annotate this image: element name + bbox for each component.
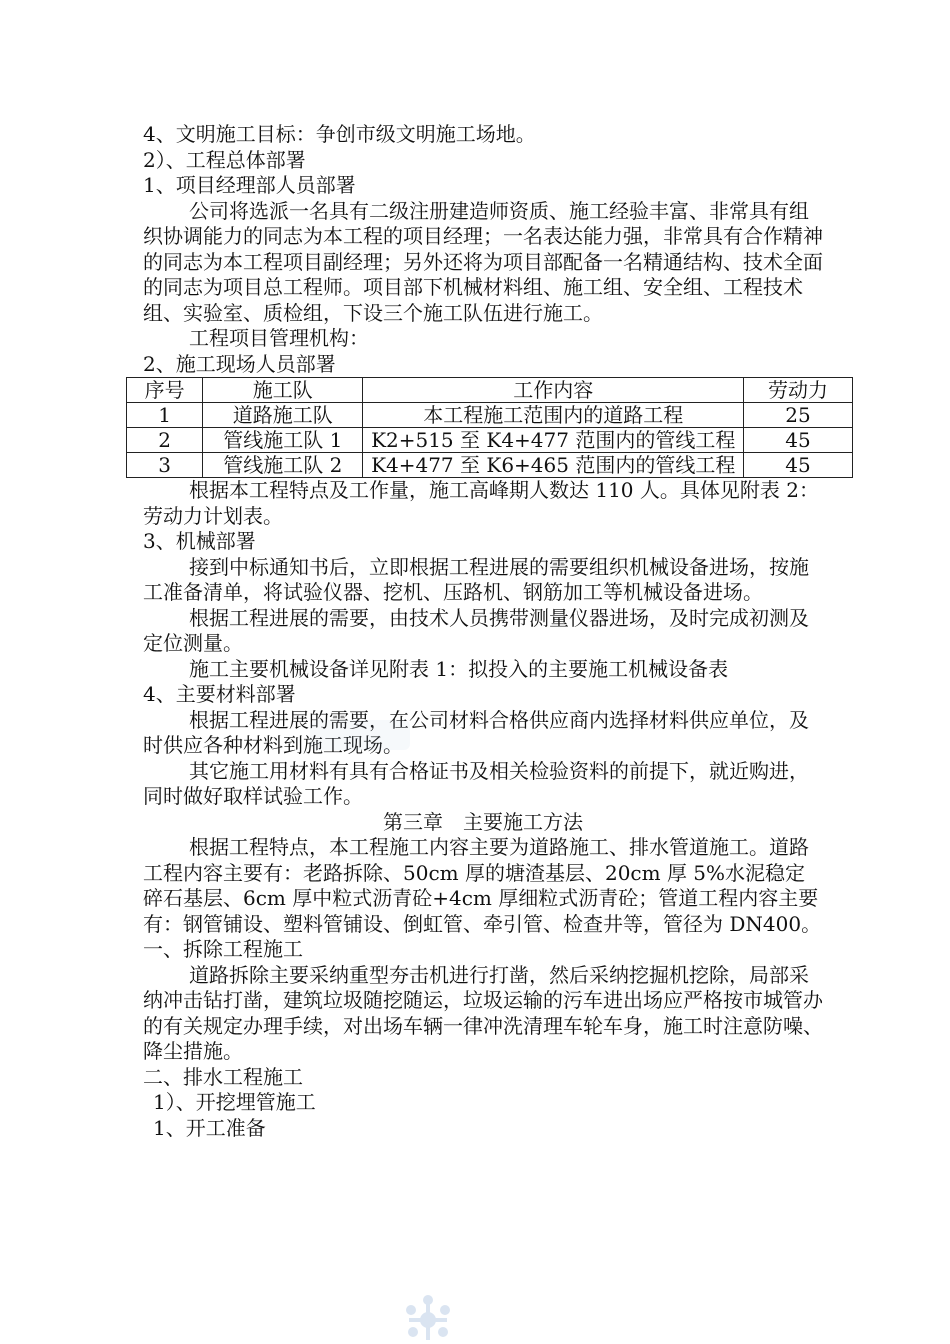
table-cell: K2+515 至 K4+477 范围内的管线工程 xyxy=(363,428,744,453)
table-header-row xyxy=(127,378,853,403)
paragraph: 根据工程进展的需要，在公司材料合格供应商内选择材料供应单位，及时供应各种材料到施工现场。 xyxy=(143,707,809,757)
paragraph: 根据本工程特点及工作量，施工高峰期人数达 110 人。具体见附表 2：劳动力计划表。 xyxy=(143,478,819,528)
paragraph: 道路拆除主要采纳重型夯击机进行打凿，然后采纳挖掘机挖除，局部采纳冲击钻打凿，建筑垃圾随挖随运，垃圾运输的污车进出场应严格按市城管办的有关规定办理手续，对出场车辆一律冲洗清理车轮车身，施工时注意防噪、降尘措施。 xyxy=(143,962,823,1063)
subsection-heading: 3、机械部署 xyxy=(143,529,256,553)
table-header-cell: 劳动力 xyxy=(744,378,853,403)
table-cell: 45 xyxy=(744,453,853,478)
paragraph: 其它施工用材料有具有合格证书及相关检验资料的前提下，就近购进，同时做好取样试验工作。 xyxy=(143,758,809,808)
table-cell: 道路施工队 xyxy=(203,403,363,428)
table-cell: 2 xyxy=(127,428,203,453)
snowflake-watermark-icon xyxy=(395,1290,461,1344)
subsection-heading: 2、施工现场人员部署 xyxy=(143,351,336,376)
table-header-cell: 工作内容 xyxy=(363,378,744,403)
labor-table xyxy=(126,377,853,478)
table-cell: 管线施工队 2 xyxy=(203,453,363,478)
section-heading: 二、排水工程施工 xyxy=(143,1064,303,1089)
table-header-cell: 序号 xyxy=(127,378,203,403)
paragraph: 施工主要机械设备详见附表 1：拟投入的主要施工机械设备表 xyxy=(189,656,729,681)
paragraph: 接到中标通知书后，立即根据工程进展的需要组织机械设备进场，按施工准备清单，将试验仪器、挖机、压路机、钢筋加工等机械设备进场。 xyxy=(143,554,809,604)
subsection-heading: 1、项目经理部人员部署 xyxy=(143,173,356,197)
section-heading: 一、拆除工程施工 xyxy=(143,937,303,961)
paragraph: 公司将选派一名具有二级注册建造师资质、施工经验丰富、非常具有组织协调能力的同志为本工程的项目经理；一名表达能力强，非常具有合作精神的同志为本工程项目副经理；另外还将为项目部配备一名精通结构、技术全面的同志为项目总工程师。项目部下机械材料组、施工组、安全组、工程技术组、实验室、质检组，下设三个施工队伍进行施工。 xyxy=(143,198,823,325)
table-row xyxy=(127,403,853,428)
paragraph: 根据工程特点，本工程施工内容主要为道路施工、排水管道施工。道路工程内容主要有：老路拆除、50cm 厚的塘渣基层、20cm 厚 5%水泥稳定碎石基层、6cm 厚中粒式沥青砼+4cm 厚细粒式沥青砼；管道工程内容主要有：钢管铺设、塑料管铺设、倒虹管、牵引管、检查井等，管径为 DN400。 xyxy=(143,835,822,936)
paragraph: 根据工程进展的需要，由技术人员携带测量仪器进场，及时完成初测及定位测量。 xyxy=(143,605,809,655)
chapter-title: 第三章 主要施工方法 xyxy=(383,809,583,834)
document-page xyxy=(143,122,829,1141)
table-cell: K4+477 至 K6+465 范围内的管线工程 xyxy=(363,453,744,478)
table-cell: 25 xyxy=(744,403,853,428)
subsection-heading: 1、开工准备 xyxy=(153,1115,266,1140)
table-cell: 3 xyxy=(127,453,203,478)
watermark-faint-icon xyxy=(305,715,415,755)
subsection-heading: 1）、开挖埋管施工 xyxy=(153,1090,316,1114)
table-header-cell: 施工队 xyxy=(203,378,363,403)
goal-line: 4、文明施工目标：争创市级文明施工场地。 xyxy=(143,122,536,146)
table-cell: 45 xyxy=(744,428,853,453)
paragraph: 工程项目管理机构： xyxy=(189,326,369,350)
table-row xyxy=(127,453,853,478)
table-cell: 本工程施工范围内的道路工程 xyxy=(363,403,744,428)
subsection-heading: 4、主要材料部署 xyxy=(143,682,296,706)
table-cell: 1 xyxy=(127,403,203,428)
table-row xyxy=(127,428,853,453)
section-heading: 2）、工程总体部署 xyxy=(143,147,306,172)
table-cell: 管线施工队 1 xyxy=(203,428,363,453)
